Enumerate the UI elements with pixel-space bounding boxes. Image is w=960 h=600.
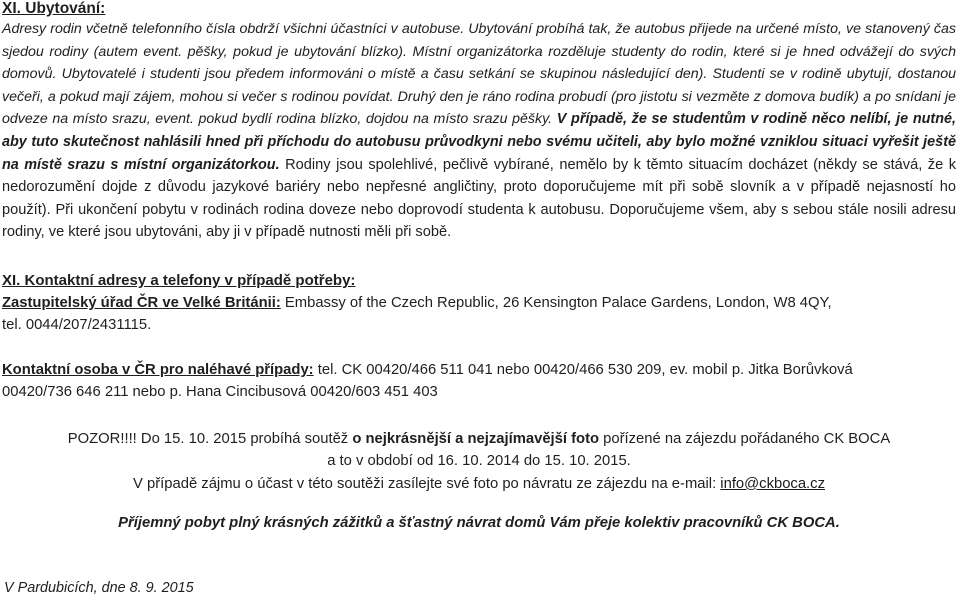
embassy-tel: tel. 0044/207/2431115.	[2, 317, 152, 334]
contest-bold: o nejkrásnější a nejzajímavější foto	[352, 430, 600, 447]
embassy-line	[2, 292, 956, 314]
contest-line-1	[2, 428, 956, 451]
closing-message: Příjemný pobyt plný krásných zážitků a šťastný návrat domů Vám přeje kolektiv pracovníků CK BOCA.	[118, 515, 840, 532]
contest-email-prefix: V případě zájmu o účast v této soutěži zasílejte své foto po návratu ze zájezdu na e-mail:	[133, 475, 721, 492]
email-link[interactable]: info@ckboca.cz	[720, 475, 825, 492]
contact-phones: tel. CK 00420/466 511 041 nebo 00420/466 530 209, ev. mobil p. Jitka Borůvková	[317, 361, 853, 378]
contest-prefix: POZOR!!!! Do 15. 10. 2015 probíhá soutěž	[67, 430, 353, 447]
section-heading-accommodation: XI. Ubytování:	[2, 0, 106, 17]
embassy-label: Zastupitelský úřad ČR ve Velké Británii:	[2, 294, 281, 311]
contact-line-1	[2, 359, 956, 381]
accommodation-italic-text: Adresy rodin včetně telefonního čísla obdrží všichni účastníci v autobuse. Ubytování probíhá tak, že autobus přijede na určené místo, ve stanovený čas sjedou rodiny (autem event. pěšky, pokud je ubytování blízko). Místní organizátorka rozděluje studenty do rodin, které si je hned odvážejí do svých domovů. Ubytovatelé i studenti jsou předem informováni o místě a času setkání se skupinou následující den). Studenti se v rodině ubytují, dostanou večeři, a pokud mají zájem, mohou si večer s rodinou povídat. Druhý den je ráno rodina probudí (pro jistotu si vezměte z domova budík) a po snídani je odveze na místo srazu, event. pokud bydlí rodina blízko, dojdou na místo srazu pěšky.	[2, 21, 956, 128]
accommodation-normal-text: Rodiny jsou spolehlivé, pečlivě vybírané, nemělo by k těmto situacím docházet (někdy se stává, že k nedorozumění dojde z důvodu jazykové bariéry nebo nepřesné angličtiny, proto doporučujeme mít při sobě slovník a v případě nejasností ho použít). Při ukončení pobytu v rodinách rodina doveze nebo doprovodí studenta k autobusu. Doporučujeme všem, aby s sebou stále nosili adresu rodiny, ve které jsou ubytováni, aby ji v případě nutnosti měli při sobě.	[2, 156, 957, 241]
contacts-section	[2, 270, 956, 404]
contact-line-2: 00420/736 646 211 nebo p. Hana Cincibusová 00420/603 451 403	[2, 384, 438, 401]
place-and-date: V Pardubicích, dne 8. 9. 2015	[4, 580, 194, 596]
contest-line-2: a to v období od 16. 10. 2014 do 15. 10. 2015.	[327, 453, 631, 470]
spacer	[2, 404, 956, 428]
contacts-heading: XI. Kontaktní adresy a telefony v případě potřeby:	[2, 271, 356, 289]
contest-suffix: pořízené na zájezdu pořádaného CK BOCA	[599, 430, 891, 447]
accommodation-warning-text: V případě, že se studentům v rodině něco nelíbí, je nutné, aby tuto skutečnost nahlásili hned při příchodu do autobusu průvodkyni nebo svému učiteli, aby bylo možné vzniklou situaci vyřešit ještě na místě srazu s místní organizátorkou.	[2, 111, 956, 173]
embassy-address: Embassy of the Czech Republic, 26 Kensington Palace Gardens, London, W8 4QY,	[284, 294, 832, 311]
accommodation-paragraph	[2, 18, 956, 244]
contest-line-3	[2, 473, 956, 496]
spacer	[2, 337, 956, 359]
contact-label: Kontaktní osoba v ČR pro naléhavé případy:	[2, 361, 314, 378]
